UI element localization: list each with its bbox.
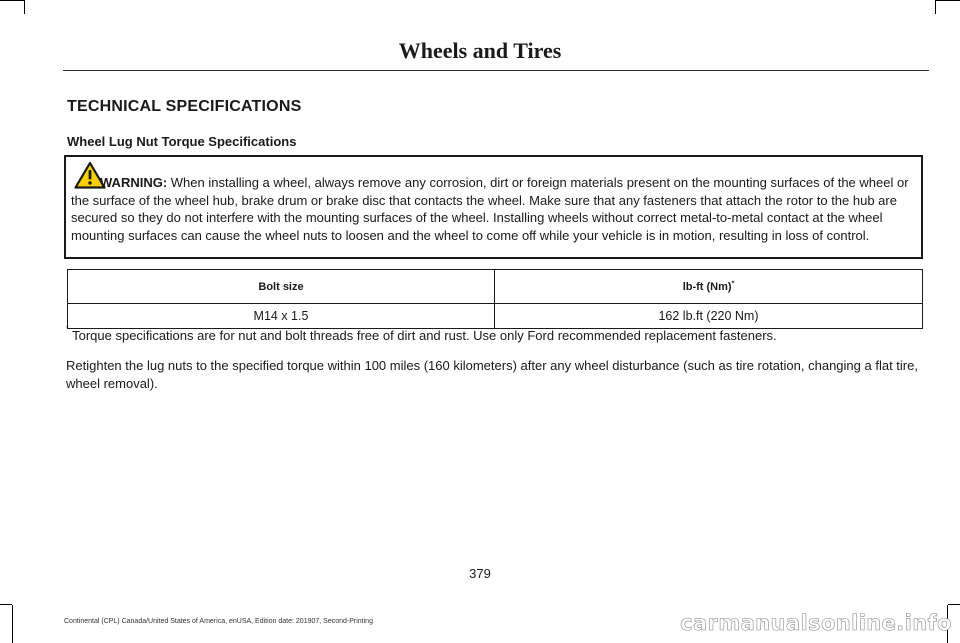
- crop-mark: [0, 0, 24, 1]
- table-header-row: [68, 270, 923, 304]
- warning-body: When installing a wheel, always remove any corrosion, dirt or foreign materials present on the mounting surfaces of the wheel or the surface of the wheel hub, brake drum or brake disc that contacts the wheel. Make sure that any fasteners that attach the rotor to the hub are secured so they do not interfere with the mounting surfaces of the wheel. Installing wheels without correct metal-to-metal contact at the wheel mounting surfaces can cause the wheel nuts to loosen and the wheel to come off while your vehicle is in motion, resulting in loss of control.: [71, 175, 909, 243]
- table-cell-torque: 162 lb.ft (220 Nm): [495, 304, 923, 329]
- warning-box: [64, 155, 923, 259]
- table-header-bolt-size: Bolt size: [68, 270, 495, 304]
- warning-text: [71, 174, 919, 244]
- header-rule: [63, 70, 929, 71]
- crop-mark: [948, 604, 960, 605]
- table-row: [68, 304, 923, 329]
- section-heading: TECHNICAL SPECIFICATIONS: [67, 98, 302, 115]
- section-subheading: Wheel Lug Nut Torque Specifications: [67, 134, 297, 149]
- crop-mark: [12, 605, 13, 643]
- warning-label: WARNING:: [100, 175, 168, 190]
- watermark-logo: carmanualsonline.info: [680, 611, 952, 635]
- edition-info: Continental (CPL) Canada/United States of America, enUSA, Edition date: 201907, Second-Printing: [64, 618, 373, 625]
- table-cell-bolt-size: M14 x 1.5: [68, 304, 495, 329]
- page-number: 379: [469, 566, 491, 581]
- crop-mark: [24, 0, 25, 14]
- footnote-reference: *: [731, 279, 735, 287]
- table-header-torque: lb-ft (Nm)*: [495, 270, 923, 304]
- footnote-mark: *: [66, 325, 69, 332]
- retighten-paragraph: Retighten the lug nuts to the specified torque within 100 miles (160 kilometers) after any wheel disturbance (such as tire rotation, changing a flat tire, wheel removal).: [66, 358, 918, 391]
- crop-mark: [935, 0, 936, 14]
- table-footnote: [66, 325, 926, 343]
- crop-mark: [936, 0, 960, 1]
- torque-spec-table: [67, 269, 923, 329]
- crop-mark: [0, 604, 12, 605]
- running-head-title: Wheels and Tires: [398, 38, 562, 63]
- footnote-text: Torque specifications are for nut and bolt threads free of dirt and rust. Use only Ford recommended replacement fasteners.: [68, 328, 777, 343]
